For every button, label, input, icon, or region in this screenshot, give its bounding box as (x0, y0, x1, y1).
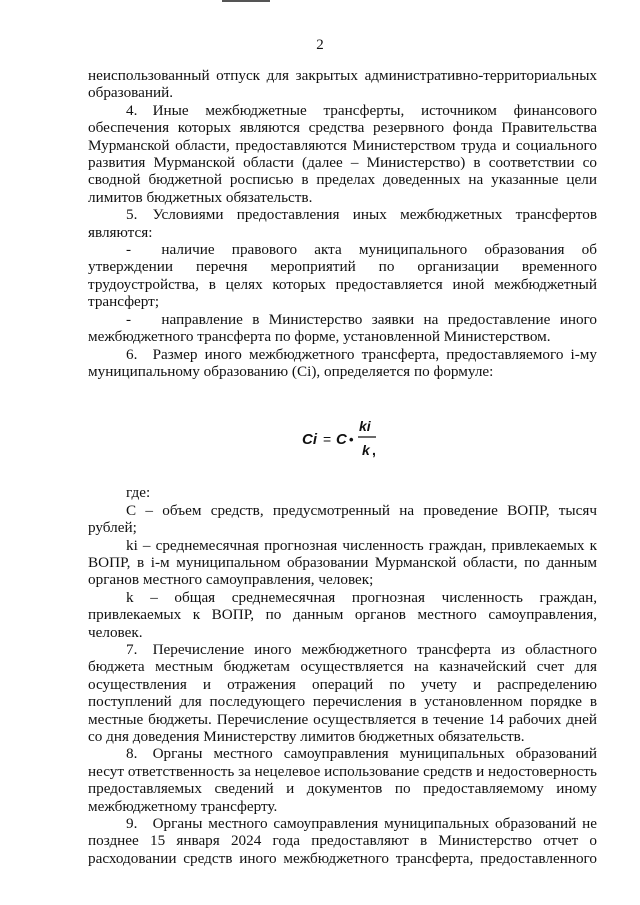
formula-times: • (349, 432, 354, 448)
formula-denominator: k (362, 442, 370, 459)
formula-c: C (336, 431, 347, 449)
formula-comma: , (372, 442, 376, 459)
paragraph-5-item-2: - направление в Министерство заявки на предоставление иного межбюджетного трансферта по форме, установленной Министерством. (88, 310, 597, 346)
paragraph-4: 4. Иные межбюджетные трансферты, источником финансового обеспечения которых являются средства резервного фонда Правительства Мурманской области, предоставляются Министерством труда и социального развития Мурманской области (далее – Министерство) в соответствии со сводной бюджетной росписью в пределах доведенных на указанные цели лимитов бюджетных обязательств. (88, 101, 597, 206)
document-body (88, 67, 597, 867)
paragraph-5: 5. Условиями предоставления иных межбюджетных трансфертов являются: (88, 206, 597, 241)
paragraph-continuation: неиспользованный отпуск для закрытых административно-территориальных образований. (88, 67, 597, 102)
definition-c: С – объем средств, предусмотренный на проведение ВОПР, тысяч рублей; (88, 501, 597, 537)
paragraph-6: 6. Размер иного межбюджетного трансферта, предоставляемого i-му муниципальному образованию (Ci), определяется по формуле: (88, 345, 597, 380)
paragraph-7: 7. Перечисление иного межбюджетного трансферта из областного бюджета местным бюджетам осуществляется на казначейский счет для осуществления и отражения операций по учету и распределению поступлений для последующего перечисления в установленном порядке в местные бюджеты. Перечисление осуществляется в течение 14 рабочих дней со дня доведения Министерству лимитов бюджетных обязательств. (88, 640, 597, 745)
paragraph-5-item-1: - наличие правового акта муниципального образования об утверждении перечня мероприятий по организации временного трудоустройства, в целях которых предоставляется иной межбюджетный трансферт; (88, 241, 597, 311)
page-number: 2 (316, 37, 324, 53)
paragraph-9: 9. Органы местного самоуправления муниципальных образований не позднее 15 января 2024 года предоставляют в Министерство отчет о расходовании средств иного межбюджетного трансферта, предоставленного (88, 815, 597, 867)
formula-numerator: ki (359, 418, 371, 435)
definition-k: k – общая среднемесячная прогнозная численность граждан, привлекаемых к ВОПР, по данным органов местного самоуправления, человек. (88, 588, 597, 641)
formula-equals: = (323, 431, 332, 448)
header-rule (222, 0, 270, 2)
formula (88, 406, 597, 466)
where-label: где: (126, 484, 151, 502)
formula-lhs: Ci (302, 431, 317, 449)
formula-graphic (88, 406, 597, 466)
paragraph-8: 8. Органы местного самоуправления муниципальных образований несут ответственность за нецелевое использование средств и недостоверность предоставляемых сведений и документов по предоставляемому иному межбюджетному трансферту. (88, 745, 597, 815)
definition-ki: ki – среднемесячная прогнозная численность граждан, привлекаемых к ВОПР, в i-м муниципальном образовании Мурманской области, по данным органов местного самоуправления, человек; (88, 536, 597, 589)
